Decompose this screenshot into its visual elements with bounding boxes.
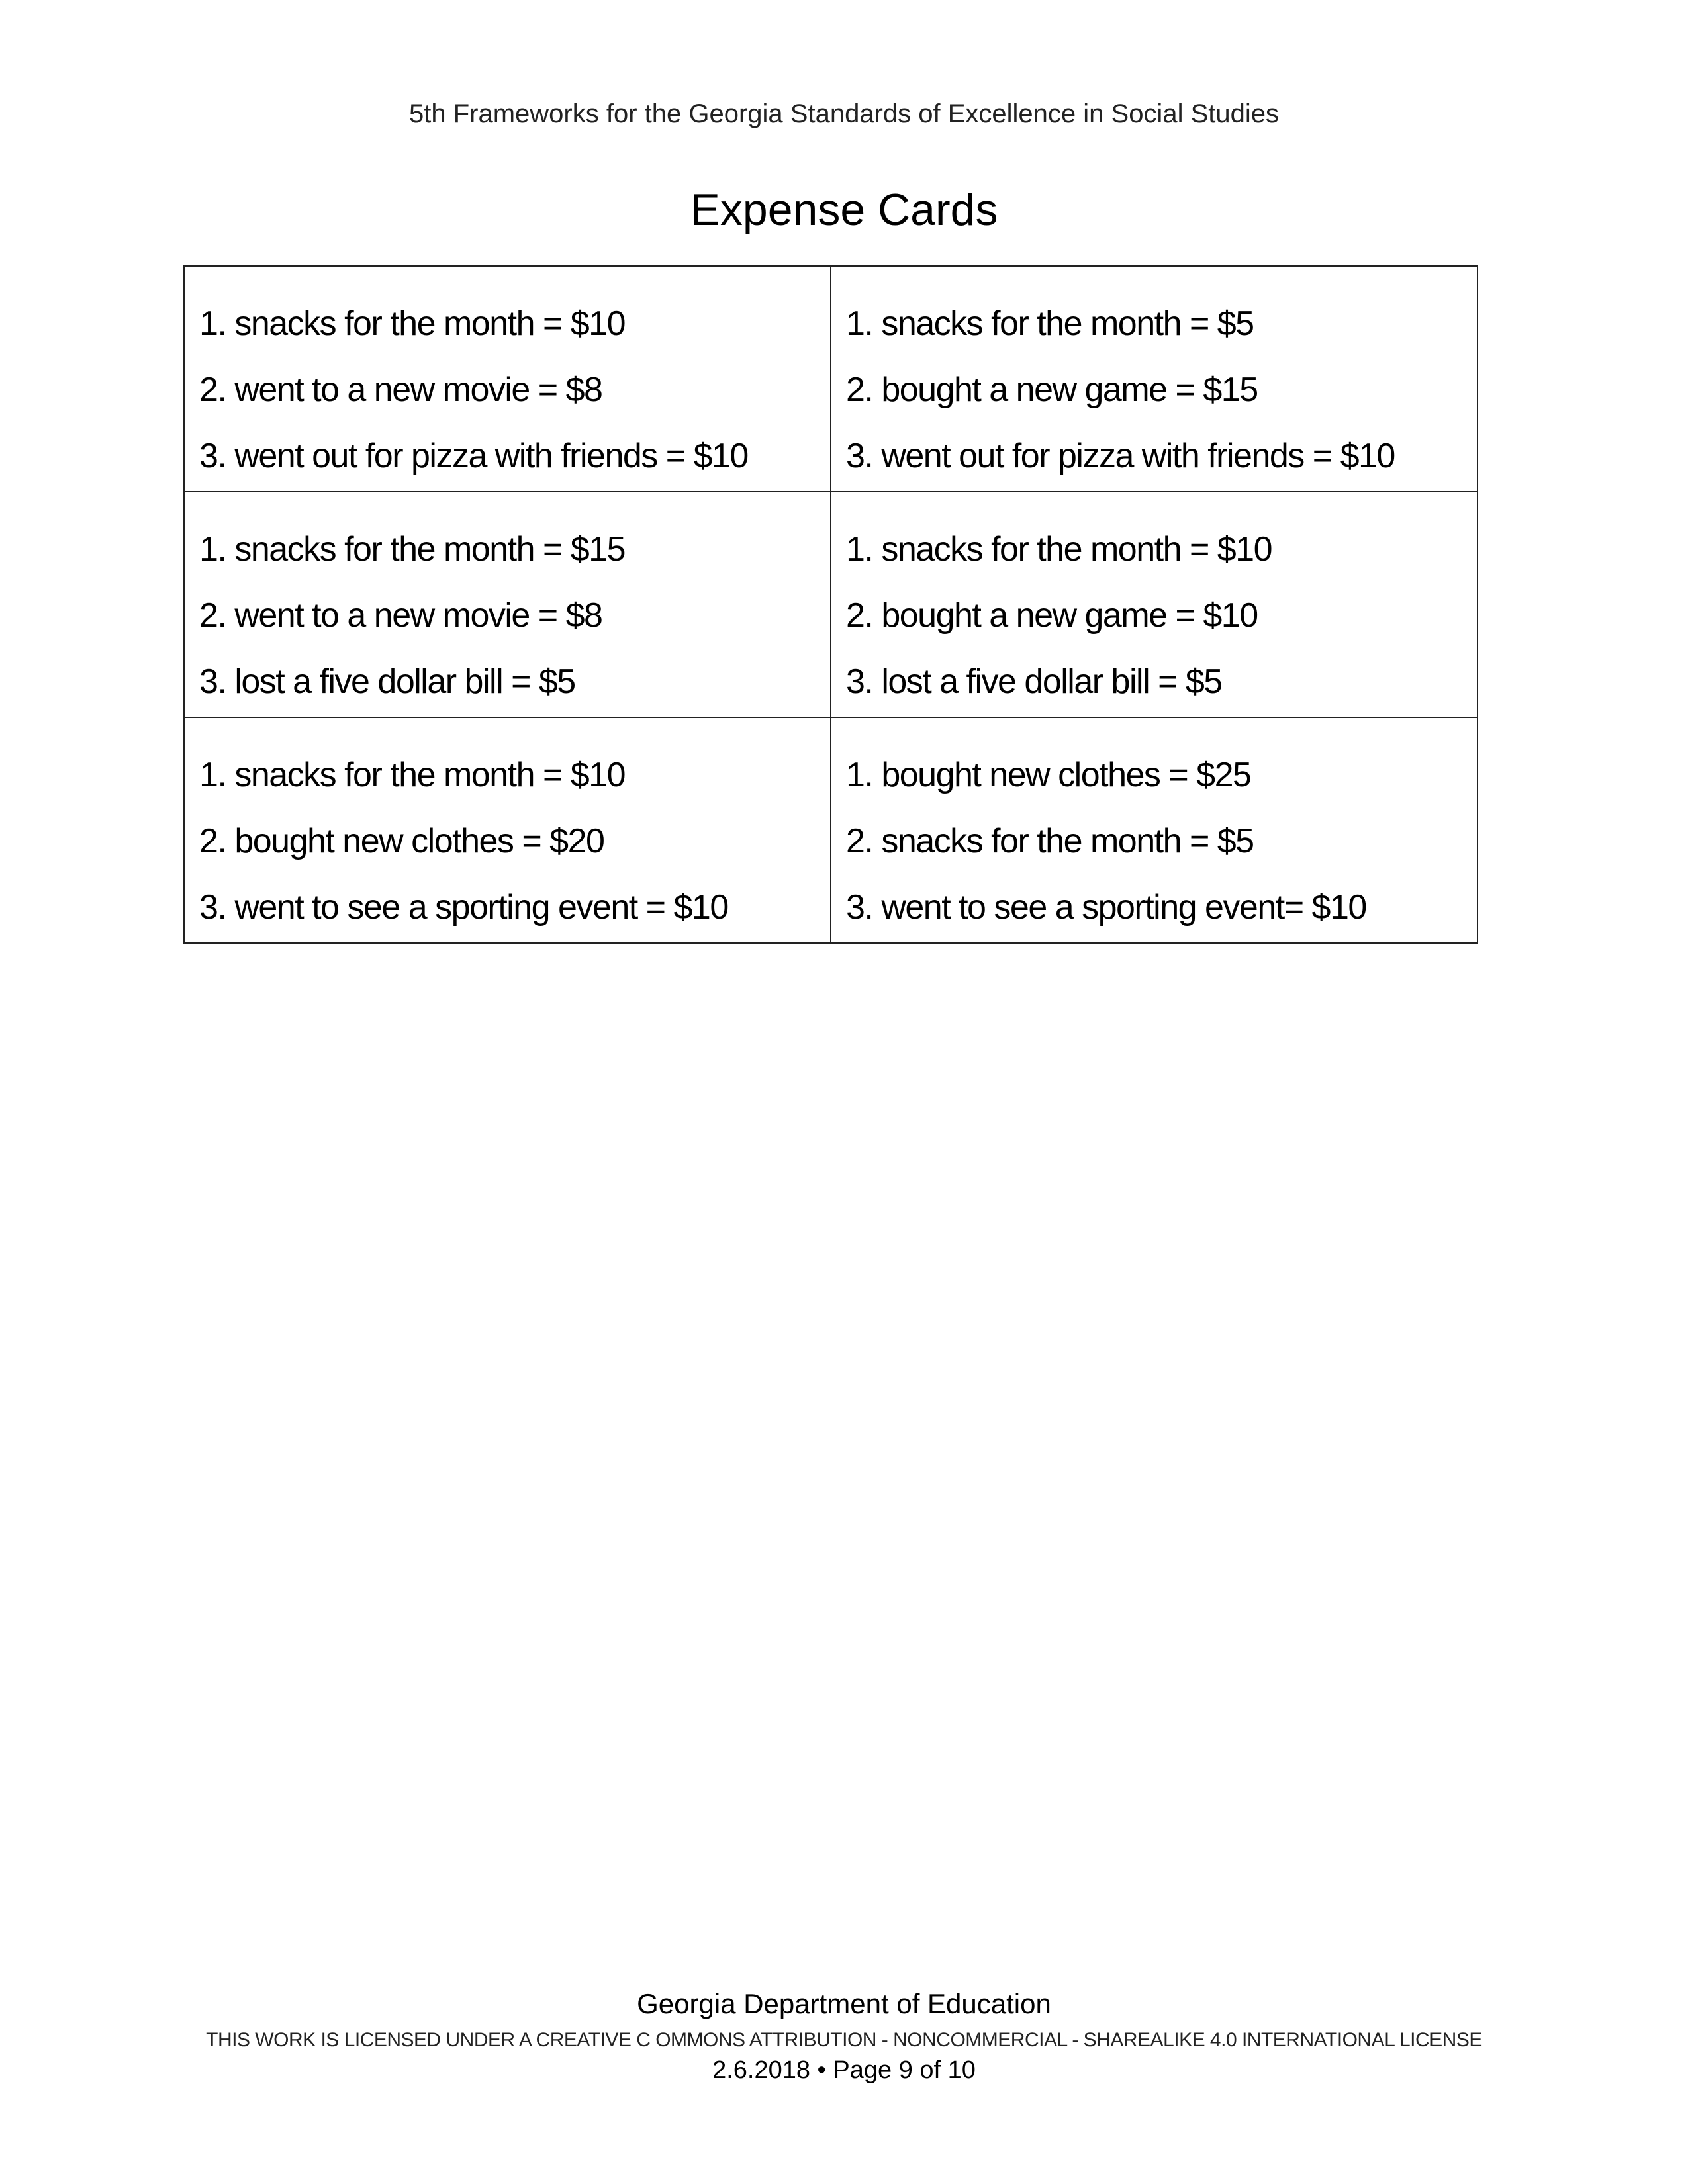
expense-item: 1. snacks for the month = $5 (846, 304, 1254, 343)
expense-card (831, 266, 1477, 492)
table-row (184, 717, 1477, 943)
expense-item: 2. bought a new game = $15 (846, 371, 1258, 409)
expense-item: 2. snacks for the month = $5 (846, 822, 1254, 860)
running-header: 5th Frameworks for the Georgia Standards of Excellence in Social Studies (409, 99, 1279, 128)
footer-license: THIS WORK IS LICENSED UNDER A CREATIVE C OMMONS ATTRIBUTION - NONCOMMERCIAL - SHAREALIKE 4.0 INTERNATIONAL LICENSE (206, 2029, 1482, 2051)
expense-item: 3. went to see a sporting event = $10 (199, 888, 728, 927)
table-row (184, 492, 1477, 717)
expense-item: 1. snacks for the month = $15 (199, 530, 626, 569)
footer-organization: Georgia Department of Education (637, 1988, 1051, 2019)
expense-item: 1. bought new clothes = $25 (846, 756, 1251, 794)
expense-cards-table (183, 265, 1478, 944)
expense-item: 2. went to a new movie = $8 (199, 371, 602, 409)
expense-item: 1. snacks for the month = $10 (199, 304, 626, 343)
expense-item: 2. bought new clothes = $20 (199, 822, 604, 860)
expense-item: 3. went out for pizza with friends = $10 (199, 437, 748, 475)
expense-card (831, 717, 1477, 943)
page-title: Expense Cards (690, 185, 998, 235)
expense-item: 1. snacks for the month = $10 (846, 530, 1272, 569)
expense-item: 3. lost a five dollar bill = $5 (846, 662, 1222, 701)
expense-item: 1. snacks for the month = $10 (199, 756, 626, 794)
footer-page-info: 2.6.2018 • Page 9 of 10 (712, 2056, 976, 2084)
expense-item: 2. bought a new game = $10 (846, 596, 1258, 635)
expense-item: 3. went out for pizza with friends = $10 (846, 437, 1395, 475)
table-row (184, 266, 1477, 492)
expense-card (184, 717, 831, 943)
expense-card (184, 492, 831, 717)
expense-item: 2. went to a new movie = $8 (199, 596, 602, 635)
expense-card (831, 492, 1477, 717)
expense-item: 3. went to see a sporting event= $10 (846, 888, 1366, 927)
expense-card (184, 266, 831, 492)
expense-item: 3. lost a five dollar bill = $5 (199, 662, 575, 701)
